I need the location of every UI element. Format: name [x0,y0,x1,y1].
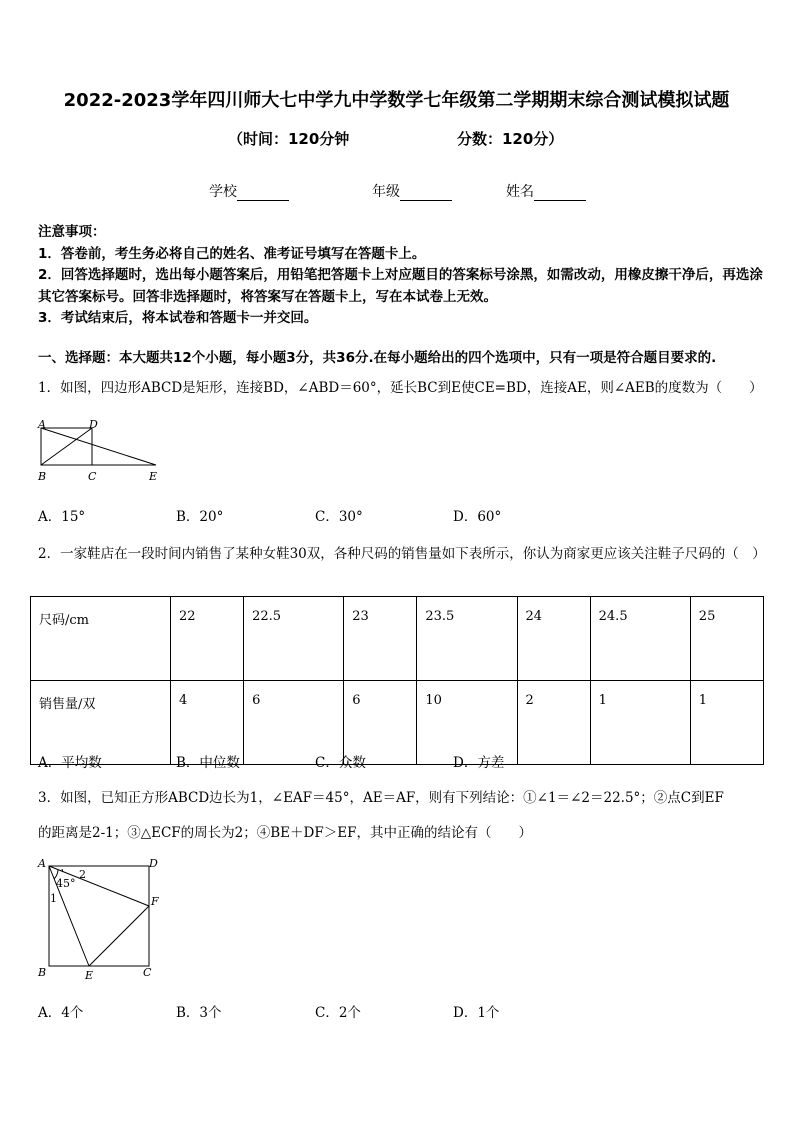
question-3-line1: 3．如图，已知正方形ABCD边长为1，∠EAF＝45°，AE＝AF，则有下列结论：①∠1＝∠2＝22.5°；②点C到EF [38,790,724,806]
q3-figure [34,852,174,984]
table-row [31,681,764,765]
table-cell: 25 [690,597,763,681]
label-angle-1: 1 [50,892,57,905]
exam-score: 分数：120分） [457,130,564,148]
q2-option-a[interactable]: A．平均数 [38,755,102,771]
note-item: 3．考试结束后，将本试卷和答题卡一并交回。 [38,310,318,326]
label-D: D [89,418,98,431]
name-field [506,181,586,201]
notes-block [38,222,763,330]
label-B: B [38,966,47,979]
q1-option-c[interactable]: C．30° [315,509,363,525]
label-C: C [88,470,97,483]
table-cell: 销售量/双 [31,681,171,765]
label-D: D [149,857,158,870]
name-blank[interactable] [534,186,586,201]
table-cell: 1 [590,681,690,765]
q3-option-c[interactable]: C．2个 [315,1005,361,1021]
note-item: 2．回答选择题时，选出每小题答案后，用铅笔把答题卡上对应题目的答案标号涂黑，如需改动，用橡皮擦干净后，再选涂其它答案标号。回答非选择题时，将答案写在答题卡上，写在本试卷上无效。 [38,267,763,305]
question-1-text: 1．如图，四边形ABCD是矩形，连接BD，∠ABD＝60°，延长BC到E使CE=BD，连接AE，则∠AEB的度数为（ ） [38,380,763,396]
notes-heading: 注意事项： [38,224,106,240]
label-F: F [151,895,159,908]
table-cell: 6 [344,681,417,765]
label-A: A [38,857,46,870]
school-blank[interactable] [237,186,289,201]
question-2-text: 2．一家鞋店在一段时间内销售了某种女鞋30双，各种尺码的销售量如下表所示，你认为商家更应该关注鞋子尺码的（ ） [38,546,766,562]
table-cell: 24 [517,597,590,681]
q3-option-b[interactable]: B．3个 [176,1005,222,1021]
q3-option-d[interactable]: D．1个 [453,1005,500,1021]
table-cell: 23.5 [417,597,517,681]
table-cell: 22.5 [244,597,344,681]
q2-option-b[interactable]: B．中位数 [176,755,240,771]
size-sales-table [30,596,764,765]
table-row [31,597,764,681]
q3-option-a[interactable]: A．4个 [38,1005,84,1021]
table-cell: 尺码/cm [31,597,171,681]
label-45deg: 45° [56,877,76,890]
q2-option-c[interactable]: C．众数 [315,755,366,771]
label-E: E [85,969,94,982]
grade-label: 年级 [372,184,400,200]
grade-blank[interactable] [400,186,452,201]
q1-figure [34,418,164,486]
label-angle-2: 2 [79,868,86,881]
q1-option-d[interactable]: D．60° [453,509,502,525]
grade-field [372,181,452,201]
table-cell: 23 [344,597,417,681]
school-label: 学校 [209,184,237,200]
table-cell: 6 [244,681,344,765]
q1-option-a[interactable]: A．15° [38,509,86,525]
table-cell: 22 [171,597,244,681]
question-3-line2: 的距离是2-1；③△ECF的周长为2；④BE＋DF＞EF，其中正确的结论有（ ） [38,825,532,841]
school-field [209,181,289,201]
table-cell: 2 [517,681,590,765]
table-cell: 10 [417,681,517,765]
section-heading: 一、选择题：本大题共12个小题，每小题3分，共36分.在每小题给出的四个选项中，只有一项是符合题目要求的. [38,350,717,366]
label-E: E [149,470,158,483]
label-C: C [143,966,152,979]
exam-time: （时间：120分钟 [228,130,350,148]
name-label: 姓名 [506,184,534,200]
q1-option-b[interactable]: B．20° [176,509,224,525]
table-cell: 4 [171,681,244,765]
q2-option-d[interactable]: D．方差 [453,755,505,771]
note-item: 1．答卷前，考生务必将自己的姓名、准考证号填写在答题卡上。 [38,245,426,262]
label-B: B [38,470,47,483]
table-cell: 1 [690,681,763,765]
page-title: 2022-2023学年四川师大七中学九中学数学七年级第二学期期末综合测试模拟试题 [63,90,730,111]
label-A: A [38,418,46,431]
table-cell: 24.5 [590,597,690,681]
